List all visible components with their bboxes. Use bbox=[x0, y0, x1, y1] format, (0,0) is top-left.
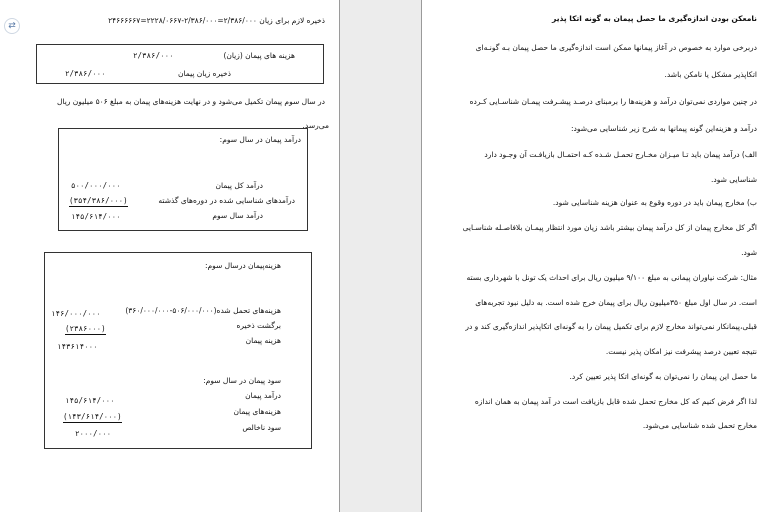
loss-row2-label: ذخیره زیان پیمان bbox=[177, 69, 231, 78]
body-line: است. در سال اول مبلغ ۳۵۰میلیون ریال برای پیمان خرج شده است. به دلیل نبود تجربه‌های bbox=[475, 298, 757, 307]
paragraph-1-cont: می‌رسد. bbox=[302, 121, 329, 130]
body-line: اگر کل مخارج پیمان از کل درآمد پیمان بیشتر باشد زیان مورد انتظار پیمـان بلافاصـله شناسـایی bbox=[462, 223, 757, 232]
profit-p1-label: درآمد پیمان bbox=[245, 391, 281, 400]
body-line: مثال: شرکت نیاوران پیمانی به مبلغ ۹/۱۰۰ میلیون ریال برای احداث یک تونل با شهرداری بسته bbox=[466, 273, 757, 282]
page-gutter bbox=[340, 0, 421, 512]
body-line: مخارج تحمل شده شناسایی می‌شود. bbox=[642, 421, 757, 430]
right-page bbox=[421, 0, 765, 512]
paragraph-1: در سال سوم پیمان تکمیل می‌شود و در نهایت هزینه‌های پیمان به مبلغ ۵۰۶ میلیون ریال bbox=[56, 97, 325, 106]
revenue-r3-label: درآمد سال سوم bbox=[212, 211, 263, 220]
profit-p3-label: سود ناخالص bbox=[242, 423, 281, 432]
revenue-box bbox=[58, 128, 308, 231]
loss-box bbox=[36, 44, 324, 84]
revenue-r3-value: ۱۴۵/۶۱۴/۰۰۰ bbox=[71, 212, 121, 221]
loss-row2-value: ۲/۳۸۶/۰۰۰ bbox=[65, 69, 106, 78]
cost-r2-label: برگشت ذخیره bbox=[236, 321, 281, 330]
translate-icon[interactable]: ⇄ bbox=[4, 18, 20, 34]
revenue-r2-value: (۳۵۴/۳۸۶/۰۰۰) bbox=[69, 196, 128, 205]
loss-row1-value: ۲/۳۸۶/۰۰۰ bbox=[133, 51, 174, 60]
profit-p3-value: ۲۰۰۰/۰۰۰ bbox=[75, 429, 112, 438]
revenue-r2-label: درآمدهای شناسایی شده در دوره‌های گذشته bbox=[158, 196, 295, 205]
profit-title: سود پیمان در سال سوم: bbox=[203, 376, 281, 385]
revenue-title: درآمد پیمان در سال سوم: bbox=[219, 135, 301, 144]
cost-title: هزینه‌پیمان درسال سوم: bbox=[204, 261, 281, 270]
body-line: دربرخی موارد به خصوص در آغاز پیمانها ممکن است اندازه‌گیری ما حصل پیمان بـه گونـه‌ای bbox=[475, 43, 757, 52]
cost-r1-value: ۱۴۶/۰۰۰/۰۰۰ bbox=[51, 309, 101, 318]
cost-box bbox=[44, 252, 312, 449]
left-page bbox=[0, 0, 340, 512]
profit-p1-value: ۱۴۵/۶۱۴/۰۰۰ bbox=[65, 396, 115, 405]
body-line: درآمد و هزینه‌این گونه پیمانها به شرح زیر شناسایی می‌شود: bbox=[570, 124, 757, 133]
body-line: ما حصل این پیمان را نمی‌توان به گونه‌ای اتکا پذیر تعیین کرد. bbox=[569, 372, 757, 381]
profit-p2-label: هزینه‌های پیمان bbox=[233, 407, 281, 416]
body-line: در چنین مواردی نمی‌توان درآمد و هزینه‌ها را برمبنای درصـد پیشـرفت پیمـان شناسـایی کـرده bbox=[469, 97, 757, 106]
body-line: الف) درآمد پیمان باید تـا میـزان مخـارج تحمـل شـده کـه احتمـال بازیافـت آن وجـود دارد bbox=[484, 150, 757, 159]
cost-r2-value: (۲۳۸۶۰۰۰) bbox=[65, 324, 106, 333]
cost-r3-value: ۱۴۳۶۱۴۰۰۰ bbox=[57, 342, 98, 351]
profit-p2-value: (۱۴۳/۶۱۴/۰۰۰) bbox=[63, 412, 122, 421]
body-line: شناسایی شود. bbox=[710, 175, 757, 184]
body-line: ب) مخارج پیمان باید در دوره وقوع به عنوان هزینه شناسایی شود. bbox=[552, 198, 757, 207]
revenue-r1-value: ۵۰۰/۰۰۰/۰۰۰ bbox=[71, 181, 121, 190]
revenue-r1-label: درآمد کل پیمان bbox=[215, 181, 263, 190]
body-line: شود. bbox=[741, 248, 757, 257]
body-line: لذا اگر فرض کنیم که کل مخارج تحمل شده قابل بازیافت است در آمد پیمان به همان اندازه bbox=[474, 397, 757, 406]
body-line: قبلی،پیمانکار نمی‌تواند مخارج لازم برای تکمیل پیمان را به گونه‌ای اتکاپذیر اندازه‌گیری کند و در bbox=[465, 322, 757, 331]
section-heading: نامعکن بودن اندازه‌گیری ما حصل پیمان به گونه اتکا پذیر bbox=[552, 14, 757, 23]
cost-r3-label: هزینه پیمان bbox=[245, 336, 281, 345]
cost-r1-label: هزینه‌های تحمل شده(۵۰۶/۰۰۰/۰۰۰-۳۶۰/۰۰۰/۰۰۰) bbox=[125, 306, 281, 315]
loss-row1-label: هزینه های پیمان (زیان) bbox=[223, 51, 295, 60]
body-line: نتیجه تعیین درصد پیشرفت نیز امکان پذیر نیست. bbox=[605, 347, 757, 356]
body-line: اتکاپذیر مشکل یا نامکن باشد. bbox=[664, 70, 757, 79]
reserve-line: ذخیره لازم برای زیان ۲/۳۸۶/۰۰۰=۲/۳۸۶/۰۰۰-۲۲۲۸/۰۶۶۷=۲۴۶۶۶۶۶۷ bbox=[108, 16, 325, 25]
